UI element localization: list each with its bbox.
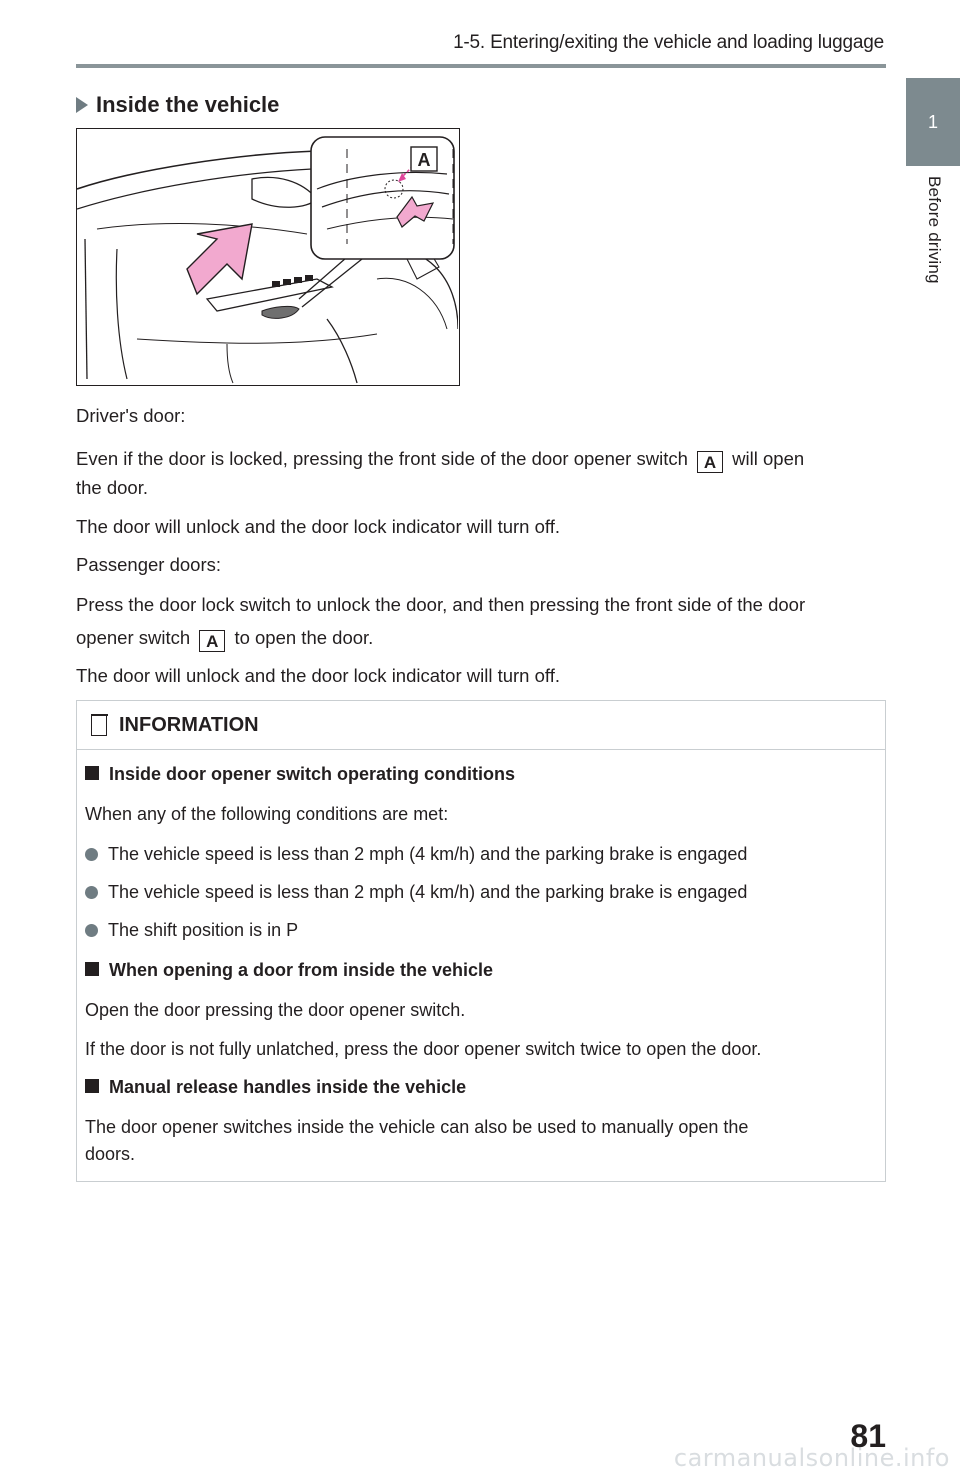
section-heading-text: Inside the vehicle <box>96 92 280 117</box>
list-item-text: The vehicle speed is less than 2 mph (4 km/h) and the parking brake is engaged <box>108 844 748 864</box>
passenger-line2-end: to open the door. <box>234 627 374 648</box>
passenger-doors-label: Passenger doors: <box>76 554 222 575</box>
square-bullet-icon <box>85 962 99 976</box>
information-icon <box>91 714 107 736</box>
information-box <box>76 700 886 1182</box>
info-paragraph: If the door is not fully unlatched, press the door opener switch twice to open the door. <box>85 1039 762 1059</box>
info-paragraph-line2: doors. <box>85 1144 136 1164</box>
info-heading-operating-conditions <box>85 761 875 788</box>
section-heading <box>76 92 279 118</box>
passenger-unlock-note: The door will unlock and the door lock indicator will turn off. <box>76 665 560 686</box>
header-rule <box>76 64 886 68</box>
drivers-line2: the door. <box>76 477 149 498</box>
info-heading-text: When opening a door from inside the vehicle <box>109 960 494 980</box>
list-item <box>85 841 875 868</box>
chapter-tab[interactable]: 1 <box>906 78 960 166</box>
drivers-unlock-note: The door will unlock and the door lock indicator will turn off. <box>76 516 560 537</box>
information-header <box>77 701 885 750</box>
passenger-line2 <box>76 623 373 652</box>
list-item <box>85 879 875 906</box>
information-title: INFORMATION <box>119 713 259 736</box>
circle-bullet-icon <box>85 848 98 861</box>
triangle-bullet-icon <box>76 97 88 113</box>
list-item <box>85 917 875 944</box>
passenger-line2-start: opener switch <box>76 627 191 648</box>
circle-bullet-icon <box>85 924 98 937</box>
running-header-title: 1-5. Entering/exiting the vehicle and loading luggage <box>453 32 884 53</box>
door-opener-illustration <box>76 128 460 386</box>
info-paragraph-line1: The door opener switches inside the vehicle can also be used to manually open the <box>85 1117 749 1137</box>
circle-bullet-icon <box>85 886 98 899</box>
passenger-line1: Press the door lock switch to unlock the door, and then pressing the front side of the door <box>76 594 806 615</box>
switch-a-badge: A <box>199 630 225 652</box>
info-paragraph: When any of the following conditions are met: <box>85 804 449 824</box>
page-number: 81 <box>850 1418 886 1454</box>
chapter-label: Before driving <box>925 176 944 284</box>
drivers-door-label: Driver's door: <box>76 405 186 426</box>
info-heading-opening-door <box>85 957 875 984</box>
drivers-door-instruction <box>76 444 876 502</box>
door-interior-drawing <box>77 129 458 384</box>
list-item-text: The shift position is in P <box>108 920 299 940</box>
info-paragraph: Open the door pressing the door opener switch. <box>85 1000 466 1020</box>
drivers-line1-start: Even if the door is locked, pressing the front side of the door opener switch <box>76 448 688 469</box>
info-paragraph <box>85 1114 875 1168</box>
square-bullet-icon <box>85 1079 99 1093</box>
info-heading-text: Manual release handles inside the vehicle <box>109 1077 467 1097</box>
switch-a-badge: A <box>697 451 723 473</box>
passenger-door-instruction <box>76 590 876 652</box>
drivers-line1-end: will open <box>732 448 805 469</box>
info-heading-text: Inside door opener switch operating conditions <box>109 764 516 784</box>
callout-a-label: A <box>417 150 431 170</box>
watermark-text: carmanualsonline.info <box>673 1444 950 1472</box>
info-heading-manual-release <box>85 1074 875 1101</box>
list-item-text: The vehicle speed is less than 2 mph (4 km/h) and the parking brake is engaged <box>108 882 748 902</box>
square-bullet-icon <box>85 766 99 780</box>
